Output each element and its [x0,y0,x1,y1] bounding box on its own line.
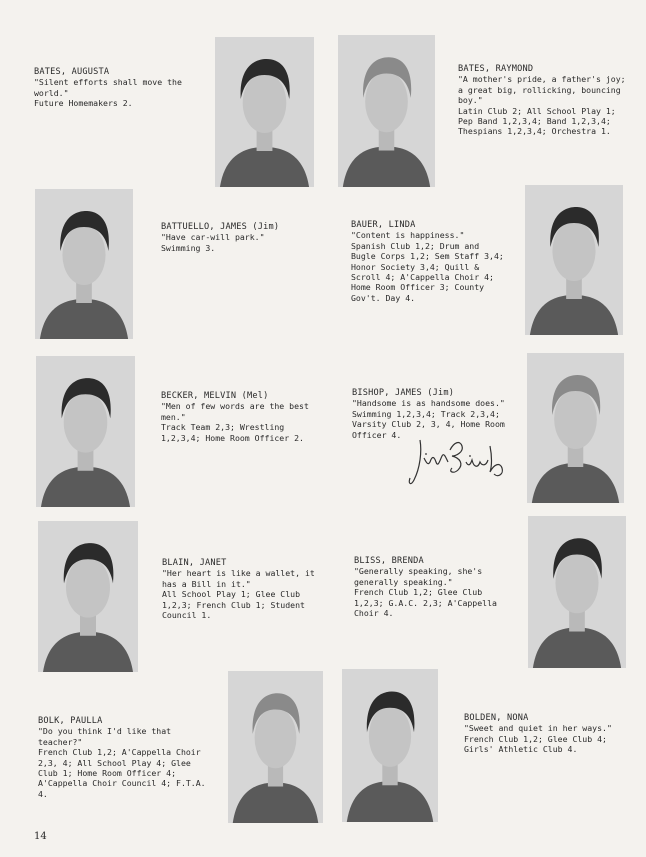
portrait-silhouette [35,189,133,339]
portrait-silhouette [525,185,623,335]
portrait-bliss-brenda [528,516,626,668]
student-name: BATES, AUGUSTA [34,67,110,77]
student-quote: "A mother's pride, a father's joy; a great big, rollicking, bouncing boy." [458,74,626,106]
student-activities: Future Homemakers 2. [34,98,133,109]
student-name: BLAIN, JANET [162,558,227,568]
student-name: BISHOP, JAMES (Jim) [352,388,455,398]
student-quote: "Sweet and quiet in her ways." [464,723,612,734]
student-quote: "Generally speaking, she's generally speaking." [354,566,483,587]
student-quote: "Men of few words are the best men." [161,401,309,422]
entry-bates-raymond [458,64,628,137]
student-activities: Track Team 2,3; Wrestling 1,2,3,4; Home Room Officer 2. [161,422,304,443]
portrait-bauer-linda [525,185,623,335]
portrait-battuello-james [35,189,133,339]
student-name: BOLK, PAULLA [38,716,103,726]
student-name: BLISS, BRENDA [354,556,424,566]
student-activities: French Club 1,2; A'Cappella Choir 2,3, 4; All School Play 4; Glee Club 1; Home Room Officer 4; A'Cappella Choir Council 4; F.T.A. 4. [38,747,206,799]
portrait-silhouette [215,37,314,187]
portrait-silhouette [528,516,626,668]
portrait-silhouette [527,353,624,503]
student-quote: "Handsome is as handsome does." [352,398,505,409]
entry-becker-melvin [161,391,321,443]
portrait-silhouette [36,356,135,507]
portrait-bishop-james [527,353,624,503]
student-activities: Swimming 1,2,3,4; Track 2,3,4; Varsity Club 2, 3, 4, Home Room Officer 4. [352,408,505,440]
student-name: BATES, RAYMOND [458,64,534,74]
entry-bolden-nona [464,713,624,755]
entry-bolk-paulla [38,716,213,799]
handwritten-signature [406,432,516,492]
entry-bates-augusta [34,67,209,109]
portrait-bolk-paulla [228,671,323,823]
entry-bliss-brenda [354,556,509,618]
page-number: 14 [34,831,47,842]
student-name: BATTUELLO, JAMES (Jim) [161,222,280,232]
portrait-silhouette [38,521,138,672]
portrait-bates-raymond [338,35,435,187]
portrait-silhouette [338,35,435,187]
student-name: BECKER, MELVIN (Mel) [161,391,269,401]
student-activities: French Club 1,2; Glee Club 4; Girls' Athletic Club 4. [464,733,607,755]
student-quote: "Her heart is like a wallet, it has a Bill in it." [162,568,315,589]
entry-battuello-james [161,222,321,253]
portrait-silhouette [228,671,323,823]
portrait-bolden-nona [342,669,438,822]
student-activities: Latin Club 2; All School Play 1; Pep Band 1,2,3,4; Band 1,2,3,4; Thespians 1,2,3,4; Orchestra 1. [458,105,616,137]
student-activities: French Club 1,2; Glee Club 1,2,3; G.A.C. 2,3; A'Cappella Choir 4. [354,587,497,619]
student-activities: Spanish Club 1,2; Drum and Bugle Corps 1,2; Sem Staff 3,4; Honor Society 3,4; Quill & Scroll 4; A'Cappella Choir 4; Home Room Officer 3; County Gov't. Day 4. [351,240,504,303]
student-quote: "Do you think I'd like that teacher?" [38,726,172,747]
portrait-bates-augusta [215,37,314,187]
student-quote: "Silent efforts shall move the world." [34,77,182,98]
student-activities: All School Play 1; Glee Club 1,2,3; French Club 1; Student Council 1. [162,589,305,621]
student-quote: "Content is happiness." [351,230,465,241]
student-quote: "Have car-will park." [161,232,265,243]
student-name: BOLDEN, NONA [464,713,529,723]
portrait-silhouette [342,669,438,822]
student-activities: Swimming 3. [161,242,216,253]
entry-bauer-linda [351,220,506,303]
portrait-becker-melvin [36,356,135,507]
student-name: BAUER, LINDA [351,220,416,230]
entry-blain-janet [162,558,322,620]
portrait-blain-janet [38,521,138,672]
